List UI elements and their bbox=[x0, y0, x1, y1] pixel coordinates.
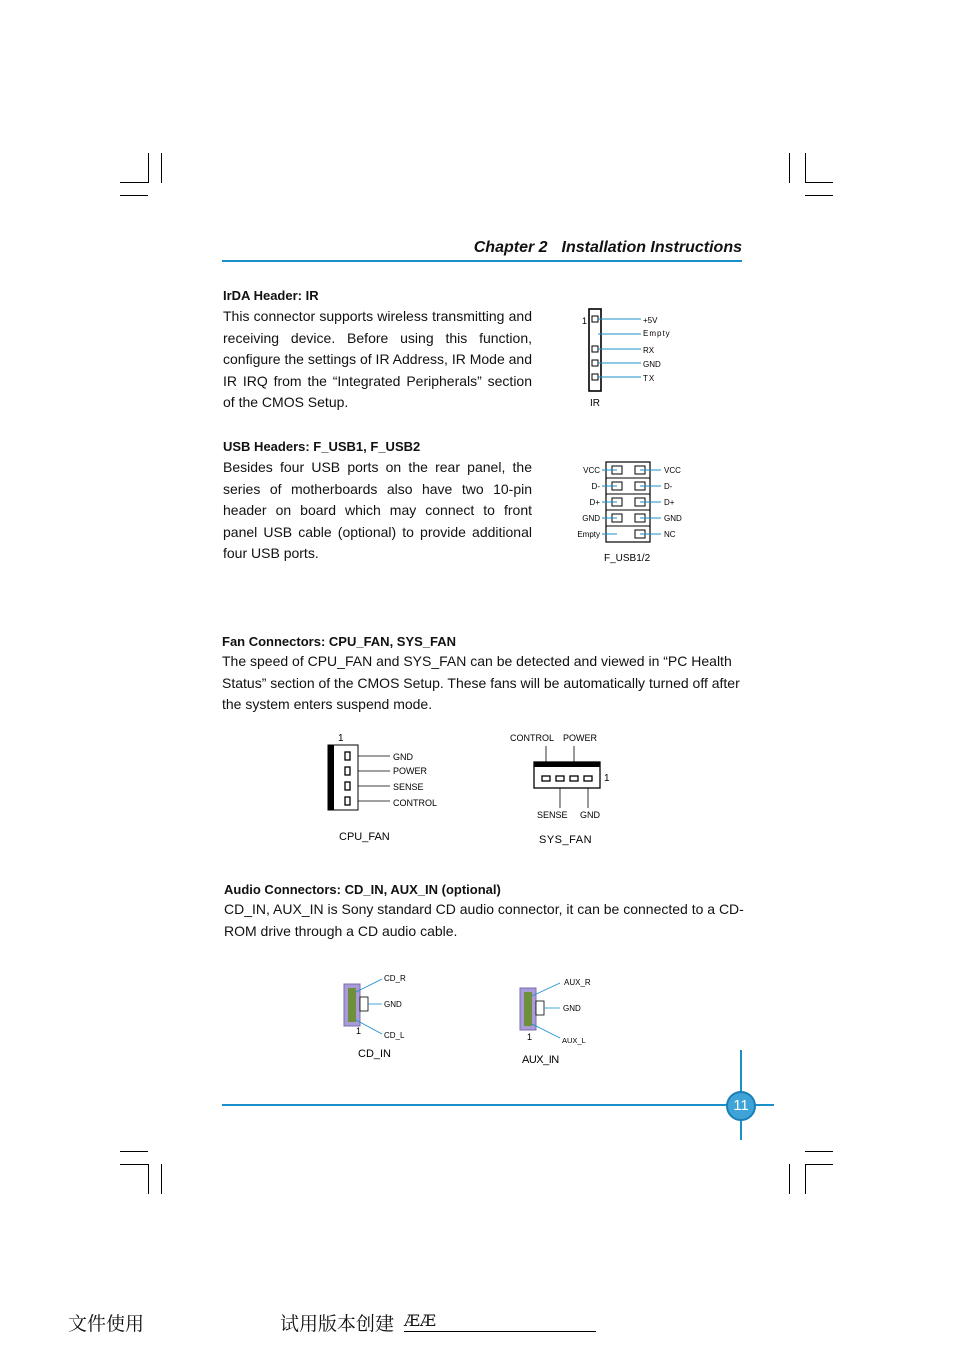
header-rule bbox=[222, 260, 742, 262]
usb-diagram bbox=[560, 458, 700, 570]
cd-in-label: CD_R bbox=[384, 974, 406, 983]
ir-pin-label: Empty bbox=[643, 329, 671, 338]
watermark-right: 试用版本创建 bbox=[280, 1313, 395, 1335]
ir-pin bbox=[592, 316, 598, 322]
page-number-badge bbox=[726, 1091, 756, 1121]
aux-in-label: AUX_L bbox=[562, 1036, 586, 1045]
aux-in-diagram bbox=[516, 974, 616, 1070]
ir-pin bbox=[592, 374, 598, 380]
crop-mark bbox=[805, 1164, 806, 1194]
crop-mark bbox=[161, 153, 162, 183]
crop-mark bbox=[120, 1164, 148, 1165]
ir-pin-label: RX bbox=[643, 346, 655, 355]
fan-body: The speed of CPU_FAN and SYS_FAN can be detected and viewed in “PC Health Status” section of the CMOS Setup. These fans will be automatically turned off after the system enters suspend mode. bbox=[222, 653, 740, 713]
usb-left-label: D- bbox=[591, 482, 600, 491]
ir-pin1-label: 1 bbox=[582, 316, 588, 326]
cpu-fan-pin1-label: 1 bbox=[338, 733, 344, 744]
crop-mark bbox=[805, 195, 833, 196]
aux-in-latch bbox=[536, 1001, 544, 1015]
cd-in-diagram bbox=[340, 970, 430, 1065]
cpu-fan-diagram bbox=[325, 728, 465, 848]
crop-mark bbox=[148, 153, 149, 183]
audio-body: CD_IN, AUX_IN is Sony standard CD audio connector, it can be connected to a CD-ROM drive through a CD audio cable. bbox=[224, 901, 744, 939]
usb-heading: USB Headers: F_USB1, F_USB2 bbox=[223, 439, 421, 454]
irda-heading: IrDA Header: IR bbox=[223, 288, 319, 303]
audio-heading: Audio Connectors: CD_IN, AUX_IN (optional) bbox=[224, 882, 501, 897]
aux-in-caption: AUX_IN bbox=[522, 1054, 559, 1066]
crop-mark bbox=[805, 153, 806, 183]
usb-left-label: GND bbox=[582, 514, 600, 523]
cd-in-label: GND bbox=[384, 1000, 402, 1009]
usb-left-label: VCC bbox=[583, 466, 600, 475]
footer-rule bbox=[222, 1104, 774, 1106]
cd-in-pin-strip bbox=[348, 988, 356, 1022]
ir-pin-label: TX bbox=[643, 374, 656, 383]
usb-right-label: VCC bbox=[664, 466, 681, 475]
watermark-underline bbox=[404, 1331, 596, 1332]
cd-in-latch bbox=[360, 997, 368, 1011]
fan-heading: Fan Connectors: CPU_FAN, SYS_FAN bbox=[222, 634, 457, 649]
crop-mark bbox=[120, 182, 148, 183]
cd-in-caption: CD_IN bbox=[358, 1048, 392, 1060]
sys-fan-bottom-label: GND bbox=[580, 810, 600, 820]
usb-left-label: Empty bbox=[577, 530, 600, 539]
usb-left-label: D+ bbox=[589, 498, 600, 507]
crop-mark bbox=[805, 182, 833, 183]
sys-fan-caption: SYS_FAN bbox=[539, 834, 593, 846]
ir-pin bbox=[592, 346, 598, 352]
crop-mark bbox=[120, 195, 148, 196]
crop-mark bbox=[789, 153, 790, 183]
crop-mark bbox=[789, 1164, 790, 1194]
page-number: 11 bbox=[733, 1097, 749, 1114]
usb-right-label: D+ bbox=[664, 498, 675, 507]
cpu-fan-pin-label: POWER bbox=[393, 766, 428, 776]
irda-body: This connector supports wireless transmitting and receiving device. Before using this function, configure the settings of IR Address, IR Mode and IR IRQ from the “Integrated Peripherals” section of the CMOS Setup. bbox=[223, 308, 532, 411]
cpu-fan-caption: CPU_FAN bbox=[339, 831, 390, 843]
aux-in-lead bbox=[532, 1024, 560, 1038]
cpu-fan-pin-label: GND bbox=[393, 752, 413, 762]
crop-mark bbox=[148, 1164, 149, 1194]
cpu-fan-key bbox=[328, 745, 334, 810]
ir-caption: IR bbox=[590, 398, 600, 409]
crop-mark bbox=[161, 1164, 162, 1194]
watermark-tail: ÆÆ bbox=[404, 1311, 437, 1330]
sys-fan-pin1-label: 1 bbox=[604, 773, 610, 784]
usb-body: Besides four USB ports on the rear panel, the series of motherboards also have two 10-pin header on board which may connect to front panel USB cable (optional) to provide additional four USB ports. bbox=[223, 459, 532, 562]
crop-mark bbox=[805, 1164, 833, 1165]
aux-in-pin-strip bbox=[524, 992, 532, 1026]
crop-mark bbox=[120, 1151, 148, 1152]
crop-mark bbox=[805, 1151, 833, 1152]
sys-fan-diagram bbox=[505, 728, 625, 853]
chapter-title: Installation Instructions bbox=[561, 239, 742, 256]
ir-diagram bbox=[575, 305, 685, 415]
aux-in-label: AUX_R bbox=[564, 978, 591, 987]
cpu-fan-pin-label: CONTROL bbox=[393, 798, 438, 808]
chapter-label: Chapter 2 bbox=[473, 239, 548, 256]
usb-right-label: NC bbox=[664, 530, 676, 539]
cpu-fan-pin-label: SENSE bbox=[393, 782, 424, 792]
aux-in-label: GND bbox=[563, 1004, 581, 1013]
cd-in-label: CD_L bbox=[384, 1031, 405, 1040]
usb-right-label: D- bbox=[664, 482, 673, 491]
chapter-header bbox=[420, 239, 742, 257]
ir-pin-label: +5V bbox=[643, 316, 658, 325]
sys-fan-key bbox=[534, 762, 600, 767]
ir-header-body bbox=[589, 309, 601, 391]
sys-fan-top-label: CONTROL bbox=[510, 733, 555, 743]
aux-in-pin1-label: 1 bbox=[527, 1032, 533, 1042]
ir-pin-label: GND bbox=[643, 360, 661, 369]
cd-in-pin1-label: 1 bbox=[356, 1026, 362, 1036]
watermark-left: 文件使用 bbox=[68, 1313, 145, 1335]
ir-pin bbox=[592, 360, 598, 366]
usb-right-label: GND bbox=[664, 514, 682, 523]
sys-fan-top-label: POWER bbox=[563, 733, 598, 743]
sys-fan-bottom-label: SENSE bbox=[537, 810, 568, 820]
usb-caption: F_USB1/2 bbox=[604, 553, 651, 564]
